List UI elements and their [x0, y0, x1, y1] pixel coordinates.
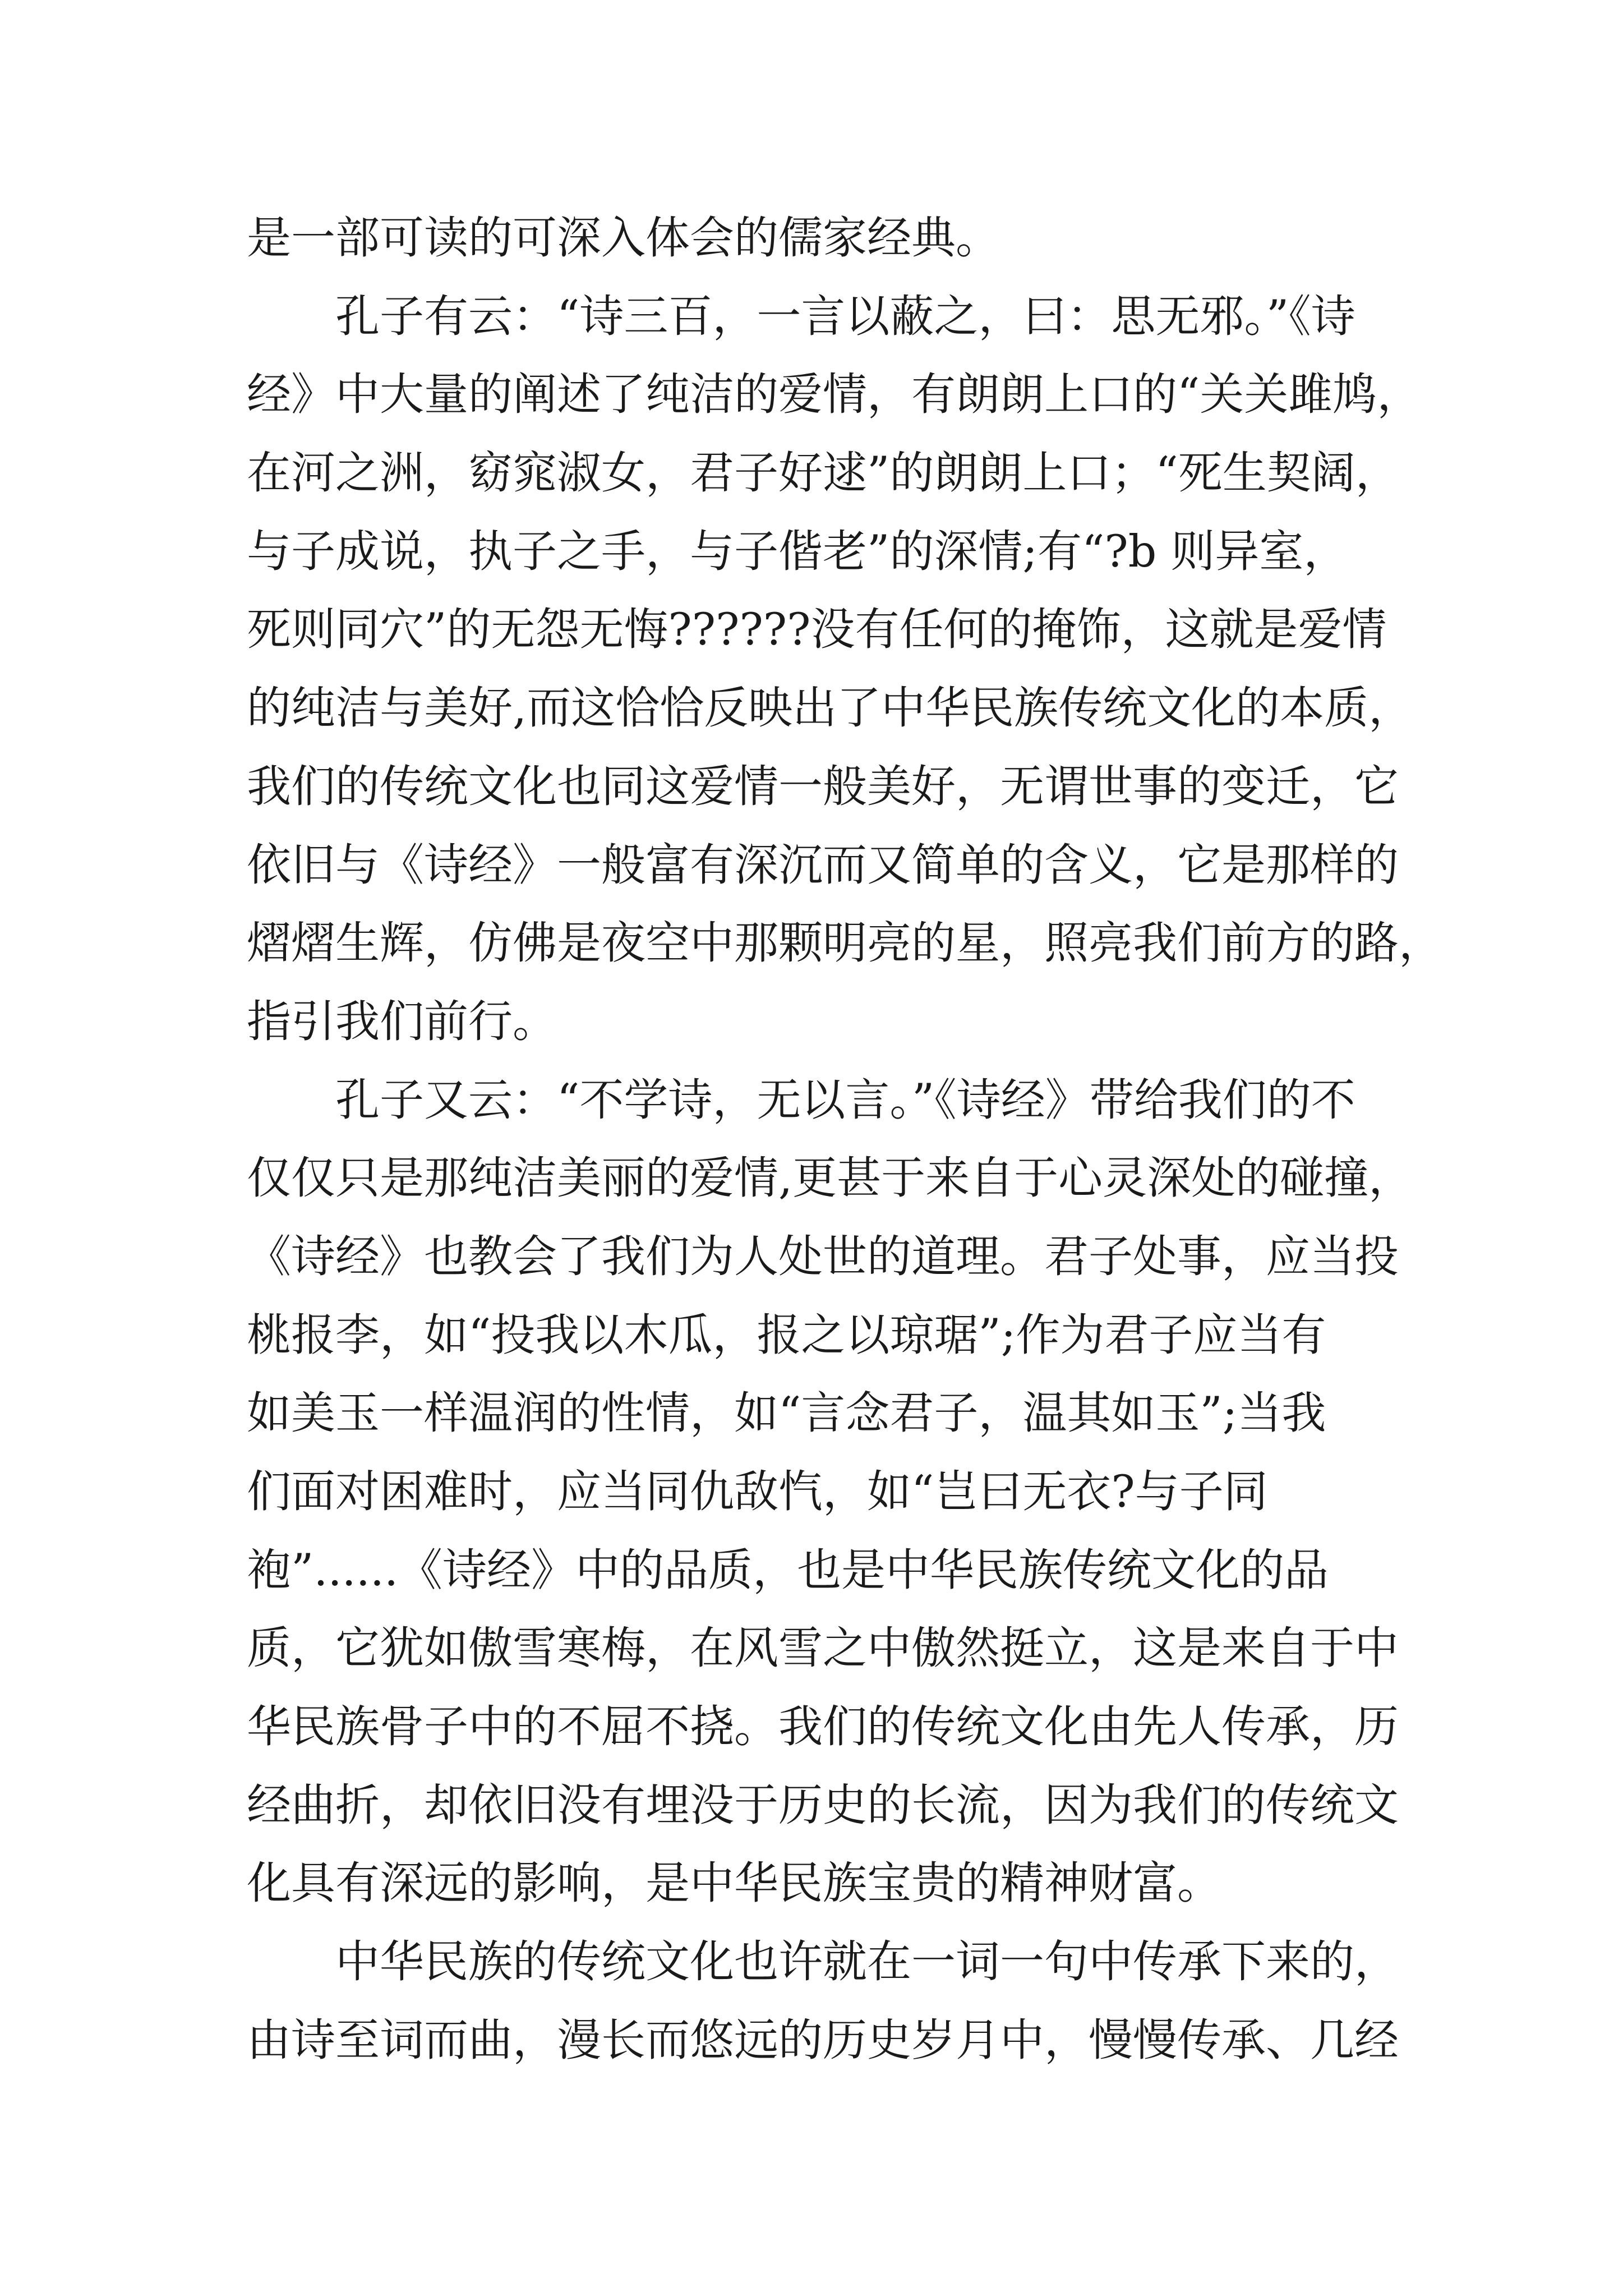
text-line: 是一部可读的可深入体会的儒家经典。: [247, 212, 1000, 264]
text-line: 经曲折，却依旧没有埋没于历史的长流，因为我们的传统文: [247, 1779, 1399, 1831]
text-line: 的纯洁与美好,而这恰恰反映出了中华民族传统文化的本质，: [247, 682, 1413, 734]
text-line: 死则同穴”的无怨无悔??????没有任何的掩饰，这就是爱情: [247, 604, 1387, 656]
text-line: 由诗至词而曲，漫长而悠远的历史岁月中，慢慢传承、几经: [247, 2014, 1399, 2066]
text-line: 指引我们前行。: [247, 995, 557, 1047]
text-line: 仅仅只是那纯洁美丽的爱情,更甚于来自于心灵深处的碰撞，: [247, 1152, 1413, 1204]
text-line: 桃报李，如“投我以木瓜，报之以琼琚”;作为君子应当有: [247, 1309, 1326, 1361]
text-line: 经》中大量的阐述了纯洁的爱情，有朗朗上口的“关关雎鸠，: [247, 369, 1422, 421]
text-line: 《诗经》也教会了我们为人处世的道理。君子处事，应当投: [247, 1230, 1399, 1282]
text-line: 孔子有云：“诗三百，一言以蔽之，曰：思无邪。”《诗: [247, 290, 1355, 342]
text-line: 熠熠生辉，仿佛是夜空中那颗明亮的星，照亮我们前方的路，: [247, 917, 1443, 969]
text-line: 华民族骨子中的不屈不挠。我们的传统文化由先人传承，历: [247, 1701, 1399, 1753]
text-line: 质，它犹如傲雪寒梅，在风雪之中傲然挺立，这是来自于中: [247, 1622, 1399, 1674]
text-line: 中华民族的传统文化也许就在一词一句中传承下来的，: [247, 1936, 1399, 1988]
text-line: 在河之洲，窈窕淑女，君子好逑”的朗朗上口；“死生契阔，: [247, 447, 1400, 499]
text-line: 化具有深远的影响，是中华民族宝贵的精神财富。: [247, 1857, 1221, 1910]
text-line: 我们的传统文化也同这爱情一般美好，无谓世事的变迁，它: [247, 760, 1399, 812]
text-line: 与子成说，执子之手，与子偕老”的深情;有“?b 则异室，: [247, 525, 1348, 577]
text-line: 袍”......《诗经》中的品质，也是中华民族传统文化的品: [247, 1544, 1329, 1596]
text-line: 孔子又云：“不学诗，无以言。”《诗经》带给我们的不: [247, 1074, 1355, 1126]
text-line: 依旧与《诗经》一般富有深沉而又简单的含义，它是那样的: [247, 839, 1399, 891]
text-line: 们面对困难时，应当同仇敌忾，如“岂曰无衣?与子同: [247, 1466, 1268, 1517]
text-line: 如美玉一样温润的性情，如“言念君子，温其如玉”;当我: [247, 1387, 1326, 1439]
document-body: [247, 199, 1443, 2080]
